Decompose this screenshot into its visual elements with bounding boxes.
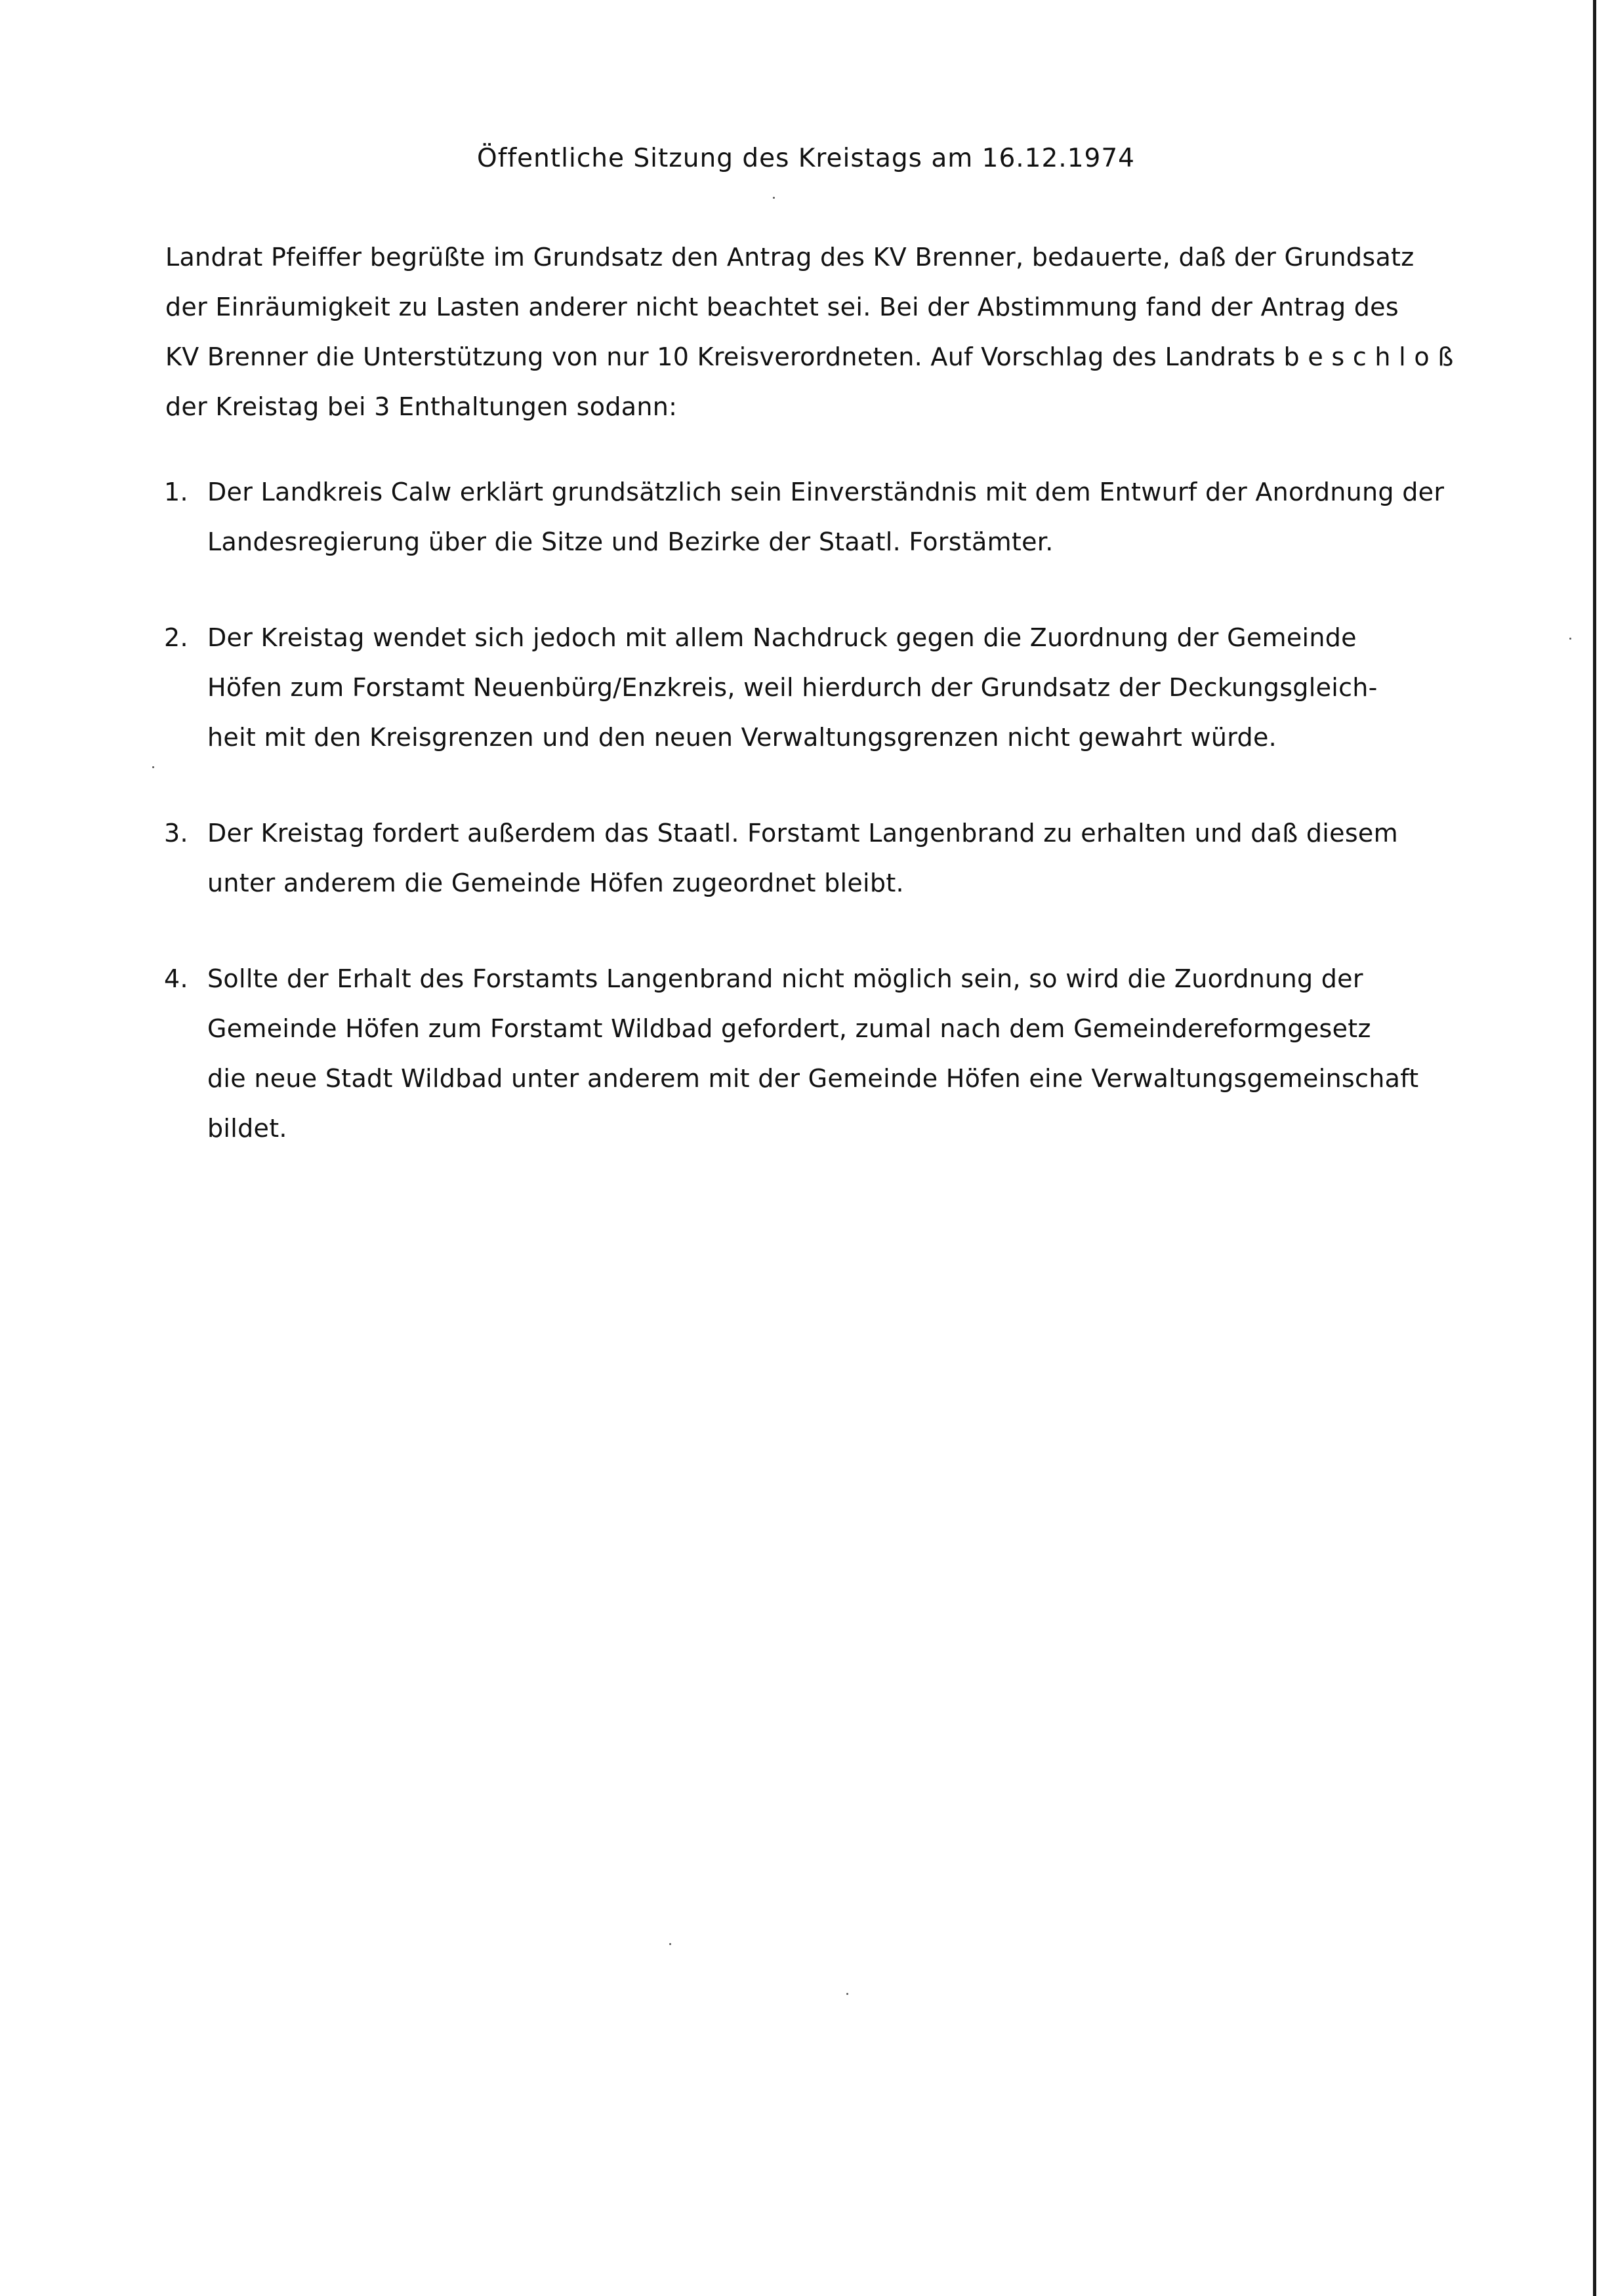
item-line: Der Kreistag wendet sich jedoch mit allem Nachdruck gegen die Zuordnung der Gemeinde xyxy=(207,623,1357,652)
item-number: 1. xyxy=(164,478,188,506)
item-number: 2. xyxy=(164,623,188,652)
item-number: 4. xyxy=(164,964,188,993)
list-item xyxy=(164,954,1581,1153)
list-item xyxy=(164,613,1581,762)
item-number: 3. xyxy=(164,819,188,848)
list-item xyxy=(164,808,1581,908)
item-line: bildet. xyxy=(207,1114,287,1143)
item-line: Sollte der Erhalt des Forstamts Langenbrand nicht möglich sein, so wird die Zuordnung der xyxy=(207,964,1363,993)
scan-speck xyxy=(846,1993,848,1995)
intro-line: Landrat Pfeiffer begrüßte im Grundsatz den Antrag des KV Brenner, bedauerte, daß der Grundsatz xyxy=(165,243,1415,272)
item-line: Landesregierung über die Sitze und Bezirke der Staatl. Forstämter. xyxy=(207,527,1054,556)
scan-edge-border xyxy=(1593,0,1596,2296)
scan-speck xyxy=(773,197,775,199)
scan-speck xyxy=(669,1943,671,1945)
document-title: Öffentliche Sitzung des Kreistags am 16.12.1974 xyxy=(477,144,1135,173)
list-item xyxy=(164,467,1581,567)
item-line: Der Kreistag fordert außerdem das Staatl. Forstamt Langenbrand zu erhalten und daß diesem xyxy=(207,819,1398,848)
scan-speck xyxy=(1569,638,1571,640)
intro-line: der Einräumigkeit zu Lasten anderer nicht beachtet sei. Bei der Abstimmung fand der Antrag des xyxy=(165,293,1399,321)
resolution-list xyxy=(164,467,1581,1153)
intro-line: der Kreistag bei 3 Enthaltungen sodann: xyxy=(165,392,678,421)
item-line: Höfen zum Forstamt Neuenbürg/Enzkreis, weil hierdurch der Grundsatz der Deckungsgleich- xyxy=(207,673,1378,702)
intro-paragraph xyxy=(165,232,1576,432)
item-line: Der Landkreis Calw erklärt grundsätzlich sein Einverständnis mit dem Entwurf der Anordnung der xyxy=(207,478,1445,506)
intro-line: KV Brenner die Unterstützung von nur 10 Kreisverordneten. Auf Vorschlag des Landrats b e s c h l o ß xyxy=(165,342,1454,371)
item-line: Gemeinde Höfen zum Forstamt Wildbad gefordert, zumal nach dem Gemeindereformgesetz xyxy=(207,1014,1371,1043)
item-line: die neue Stadt Wildbad unter anderem mit der Gemeinde Höfen eine Verwaltungsgemeinschaft xyxy=(207,1064,1419,1093)
item-line: unter anderem die Gemeinde Höfen zugeordnet bleibt. xyxy=(207,869,904,897)
item-line: heit mit den Kreisgrenzen und den neuen Verwaltungsgrenzen nicht gewahrt würde. xyxy=(207,723,1277,752)
scan-speck xyxy=(152,766,154,768)
